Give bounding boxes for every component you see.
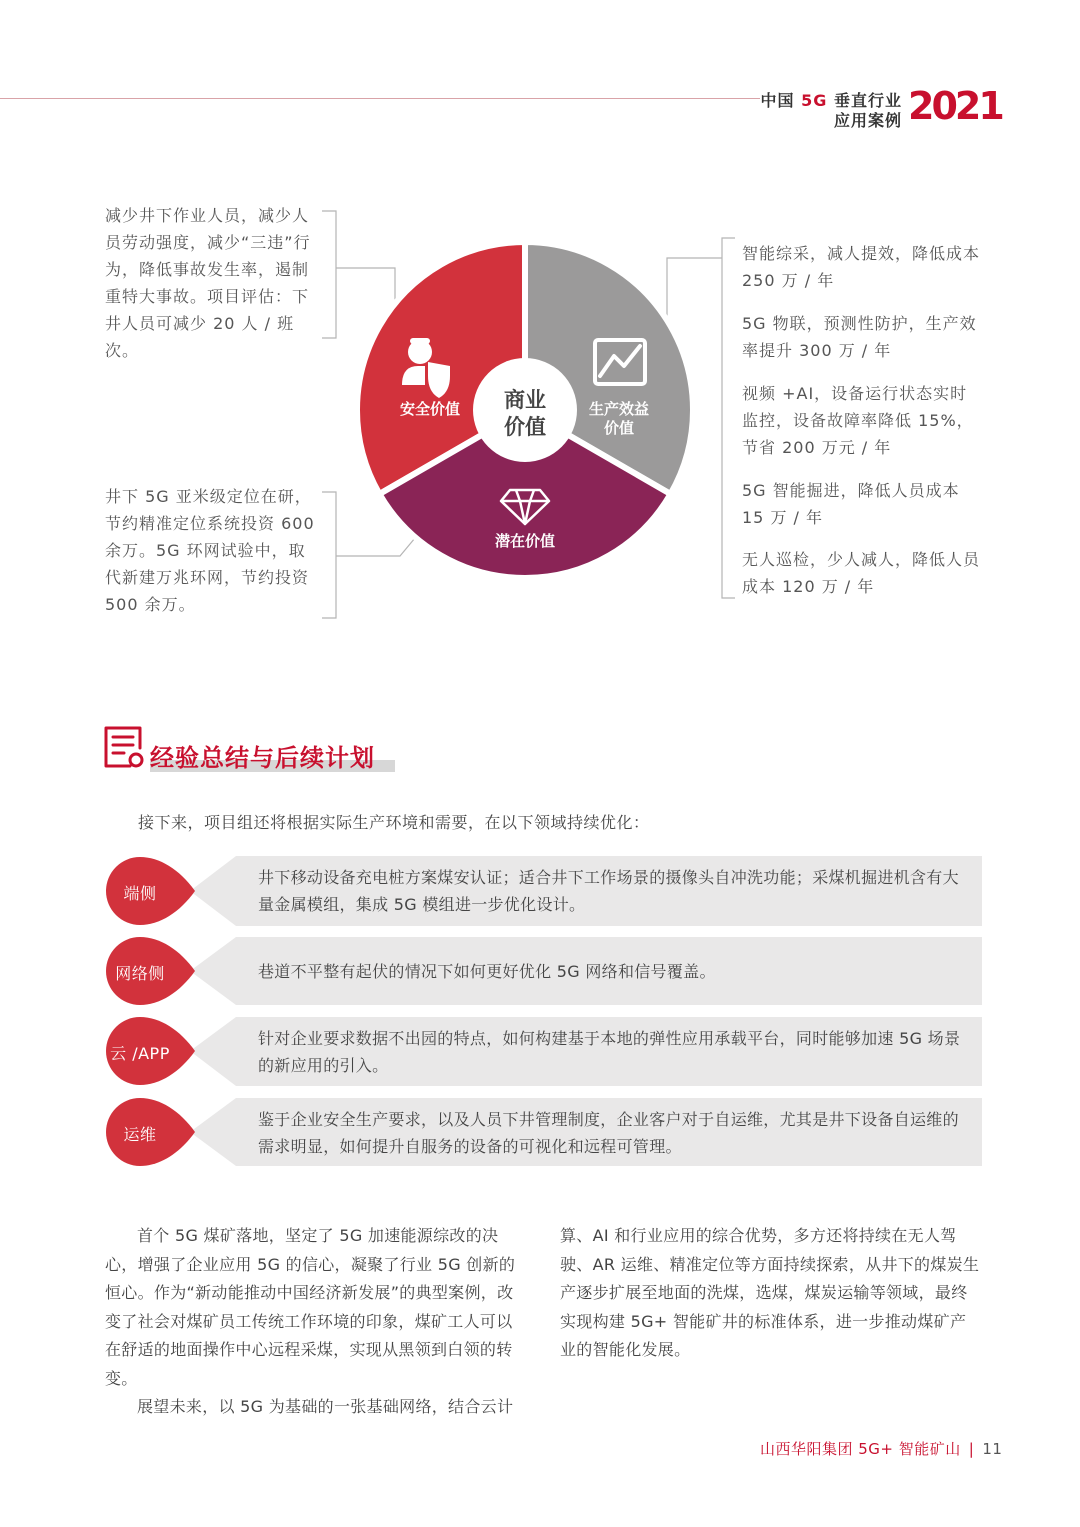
body-column-right <box>560 1222 980 1365</box>
segment-production-label-line2: 价值 <box>603 419 635 437</box>
left-note-safety: 减少井下作业人员，减少人员劳动强度，减少“三违”行为，降低事故发生率，遏制重特大事故。项目评估：下井人员可减少 20 人 / 班次。 <box>105 206 311 360</box>
body-left-paragraph-2: 展望未来，以 5G 为基础的一张基础网络，结合云计 <box>137 1397 514 1416</box>
plan-label-ops: 运维 <box>123 1125 157 1144</box>
right-note-5: 无人巡检，少人减人，降低人员成本 120 万 / 年 <box>742 550 981 596</box>
right-note-2: 5G 物联，预测性防护，生产效率提升 300 万 / 年 <box>742 314 977 360</box>
header-title-line2: 应用案例 <box>833 111 902 130</box>
plan-label-network: 网络侧 <box>115 964 165 983</box>
body-column-left <box>105 1222 525 1422</box>
plan-text-network: 巷道不平整有起伏的情况下如何更好优化 5G 网络和信号覆盖。 <box>258 962 716 981</box>
plan-label-terminal: 端侧 <box>123 884 157 903</box>
center-label-line2: 价值 <box>504 415 546 439</box>
left-note-potential: 井下 5G 亚米级定位在研，节约精准定位系统投资 600 余万。5G 环网试验中，取代新建万兆环网，节约投资 500 余万。 <box>105 487 315 614</box>
footer-separator: | <box>968 1440 975 1458</box>
plan-text-ops: 鉴于企业安全生产要求，以及人员下井管理制度，企业客户对于自运维，尤其是井下设备自运维的需求明显，如何提升自服务的设备的可视化和远程可管理。 <box>258 1110 959 1156</box>
header-title-line1: 中国 5G 垂直行业 <box>760 91 902 110</box>
body-left-paragraph-1: 首个 5G 煤矿落地，坚定了 5G 加速能源综改的决心，增强了企业应用 5G 的信心，凝聚了行业 5G 创新的恒心。作为“新动能推动中国经济新发展”的典型案例，改变了社会对煤矿员工传统工作环境的印象，煤矿工人可以在舒适的地面操作中心远程采煤，实现从黑领到白领的转变。 <box>105 1226 516 1388</box>
page-number: 11 <box>982 1440 1003 1458</box>
plan-text-terminal: 井下移动设备充电桩方案煤安认证；适合井下工作场景的摄像头自冲洗功能；采煤机掘进机含有大量金属模组，集成 5G 模组进一步优化设计。 <box>258 868 959 914</box>
section-intro: 接下来，项目组还将根据实际生产环境和需要，在以下领域持续优化： <box>138 813 650 832</box>
center-label-line1: 商业 <box>504 388 546 412</box>
body-right-paragraph-1: 算、AI 和行业应用的综合优势，多方还将持续在无人驾驶、AR 运维、精准定位等方面持续探索，从井下的煤炭生产逐步扩展至地面的洗煤，选煤，煤炭运输等领域，最终实现构建 5G+ 智能矿井的标准体系，进一步推动煤矿产业的智能化发展。 <box>560 1226 980 1359</box>
header-year: 2021 <box>908 84 1002 128</box>
plan-text-cloud-app: 针对企业要求数据不出园的特点，如何构建基于本地的弹性应用承载平台，同时能够加速 5G 场景的新应用的引入。 <box>258 1029 961 1075</box>
page-footer <box>760 1438 1002 1459</box>
segment-production-label-line1: 生产效益 <box>588 400 650 418</box>
right-note-1: 智能综采，减人提效，降低成本 250 万 / 年 <box>742 244 981 290</box>
section-title: 经验总结与后续计划 <box>150 744 375 772</box>
segment-potential-label: 潜在价值 <box>494 532 556 550</box>
right-note-4: 5G 智能掘进，降低人员成本 15 万 / 年 <box>742 481 960 527</box>
footer-title: 山西华阳集团 5G+ 智能矿山 <box>760 1440 961 1458</box>
right-note-3: 视频 +AI，设备运行状态实时监控，设备故障率降低 15%，节省 200 万元 / 年 <box>742 384 974 457</box>
segment-safety-label: 安全价值 <box>399 400 461 418</box>
plan-label-cloud-app: 云 /APP <box>110 1044 170 1063</box>
